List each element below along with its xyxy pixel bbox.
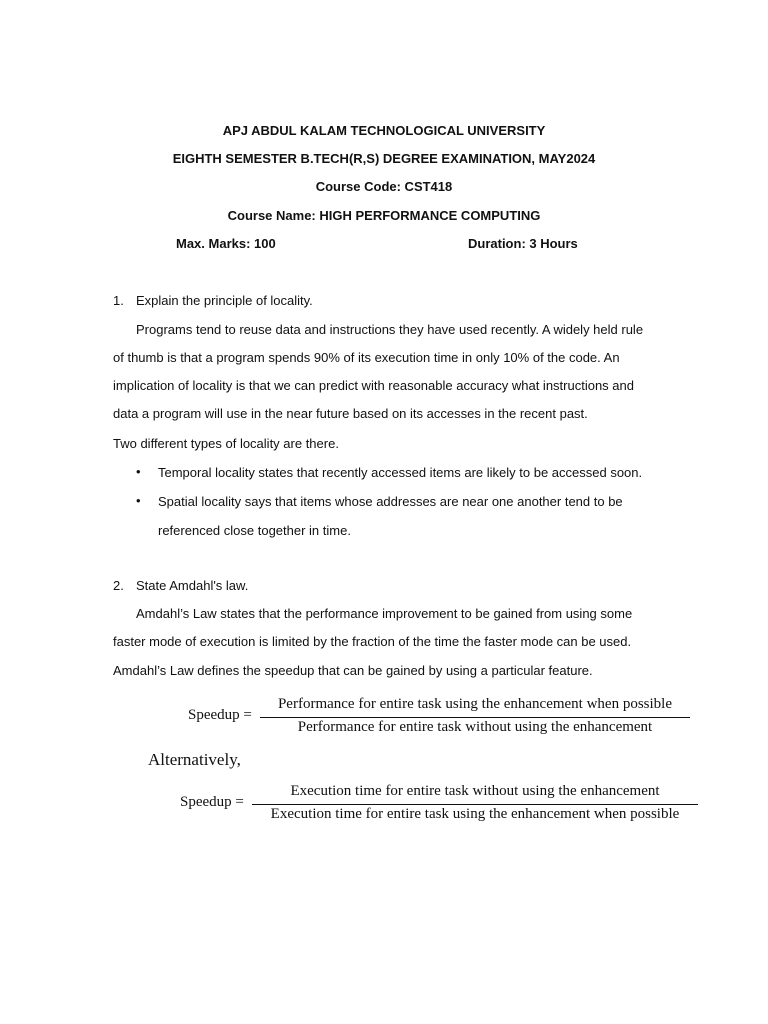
duration: Duration: 3 Hours bbox=[468, 236, 578, 251]
bullet-icon: • bbox=[136, 464, 141, 479]
q1-question: Explain the principle of locality. bbox=[136, 293, 313, 308]
university-title: APJ ABDUL KALAM TECHNOLOGICAL UNIVERSITY bbox=[222, 123, 546, 138]
formula-denominator: Execution time for entire task using the enhancement when possible bbox=[270, 806, 680, 822]
formula-numerator: Execution time for entire task without using the enhancement bbox=[290, 783, 660, 799]
exam-title: EIGHTH SEMESTER B.TECH(R,S) DEGREE EXAMINATION, MAY2024 bbox=[172, 151, 596, 166]
q1-number: 1. bbox=[113, 293, 124, 308]
alternatively-label: Alternatively, bbox=[148, 750, 241, 769]
q2-para-line: faster mode of execution is limited by the fraction of the time the faster mode can be used. bbox=[113, 634, 632, 649]
bullet-icon: • bbox=[136, 493, 141, 508]
q1-bullet-temporal: Temporal locality states that recently accessed items are likely to be accessed soon. bbox=[158, 465, 643, 480]
formula-numerator: Performance for entire task using the enhancement when possible bbox=[277, 696, 673, 712]
fraction-bar bbox=[252, 804, 698, 805]
q2-question: State Amdahl's law. bbox=[136, 578, 249, 593]
formula-lhs: Speedup = bbox=[180, 794, 244, 810]
formula-denominator: Performance for entire task without using the enhancement bbox=[297, 719, 653, 735]
q1-bullet-spatial-cont: referenced close together in time. bbox=[158, 523, 351, 538]
fraction-bar bbox=[260, 717, 690, 718]
q1-para-line: Programs tend to reuse data and instructions they have used recently. A widely held rule bbox=[136, 322, 644, 337]
q2-para-line: Amdahl’s Law states that the performance improvement to be gained from using some bbox=[136, 606, 633, 621]
course-name: Course Name: HIGH PERFORMANCE COMPUTING bbox=[227, 208, 541, 223]
q2-number: 2. bbox=[113, 578, 124, 593]
q1-types-line: Two different types of locality are there. bbox=[113, 436, 339, 451]
max-marks: Max. Marks: 100 bbox=[176, 236, 276, 251]
speedup-formula-performance bbox=[188, 696, 698, 740]
q1-bullet-spatial: Spatial locality says that items whose addresses are near one another tend to be bbox=[158, 494, 623, 509]
course-code: Course Code: CST418 bbox=[315, 179, 453, 194]
formula-lhs: Speedup = bbox=[188, 707, 252, 723]
q1-para-line: data a program will use in the near future based on its accesses in the recent past. bbox=[113, 406, 588, 421]
q2-para-line: Amdahl’s Law defines the speedup that can be gained by using a particular feature. bbox=[113, 663, 593, 678]
q1-para-line: implication of locality is that we can predict with reasonable accuracy what instructions and bbox=[113, 378, 634, 393]
speedup-formula-execution-time bbox=[180, 783, 700, 827]
q1-para-line: of thumb is that a program spends 90% of its execution time in only 10% of the code. An bbox=[113, 350, 620, 365]
